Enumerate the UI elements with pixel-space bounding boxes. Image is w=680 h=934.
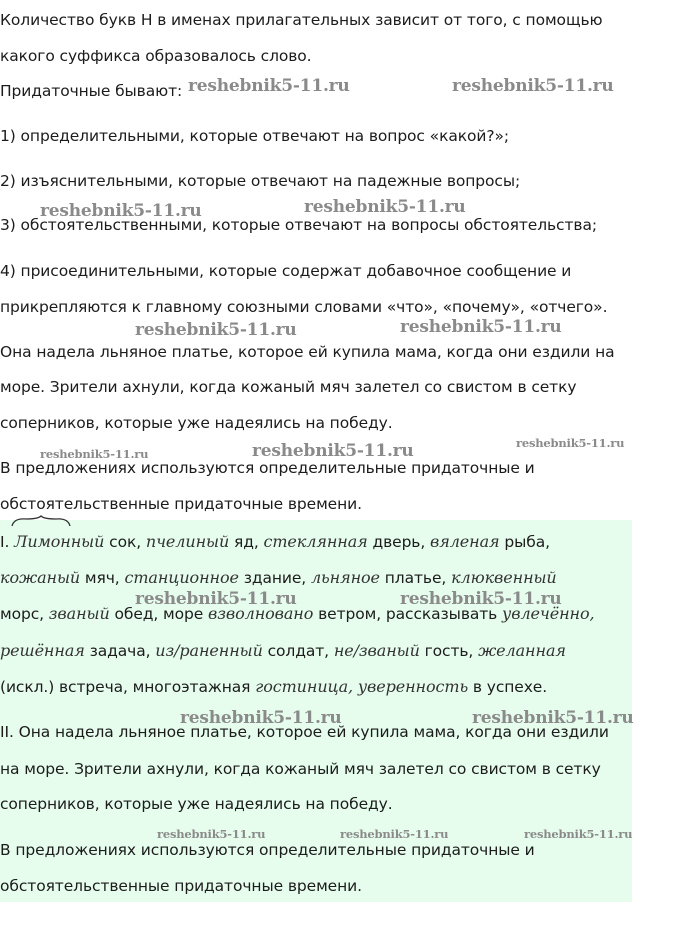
theory-line-13: обстоятельственные придаточные времени. (0, 495, 362, 513)
watermark: reshebnik5-11.ru (135, 320, 297, 340)
plain-text: задача, (89, 642, 151, 660)
handwritten-word: станционное (124, 568, 239, 587)
handwritten-word: льняное (310, 568, 380, 587)
handwritten-word: Лимонный (14, 532, 105, 551)
answer-line-4 (0, 641, 566, 661)
theory-line-7: 4) присоединительными, которые содержат добавочное сообщение и (0, 262, 572, 280)
theory-line-9: Она надела льняное платье, которое ей купила мама, когда они ездили на (0, 343, 615, 361)
plain-text: (искл.) встреча, многоэтажная (0, 678, 251, 696)
handwritten-word: желанная (478, 641, 566, 660)
plain-text: морс, (0, 605, 44, 623)
plain-text: рыба, (504, 533, 550, 551)
theory-line-1: Количество букв Н в именах прилагательных зависит от того, с помощью (0, 11, 603, 29)
watermark: reshebnik5-11.ru (157, 827, 266, 841)
handwritten-word: увлечённо, (502, 604, 595, 623)
watermark: reshebnik5-11.ru (340, 827, 449, 841)
theory-line-2: какого суффикса образовалось слово. (0, 47, 312, 65)
watermark: reshebnik5-11.ru (452, 76, 614, 96)
answer-part2-line-3: соперников, которые уже надеялись на победу. (0, 795, 393, 813)
root-bracket-mark (10, 515, 72, 527)
plain-text: дверь, (372, 533, 426, 551)
watermark: reshebnik5-11.ru (400, 589, 562, 609)
answer-part2-line-5: обстоятельственные придаточные времени. (0, 877, 362, 895)
handwritten-word: стеклянная (263, 532, 368, 551)
theory-line-11: соперников, которые уже надеялись на победу. (0, 414, 393, 432)
answer-line-2 (0, 568, 557, 588)
watermark: reshebnik5-11.ru (188, 76, 350, 96)
handwritten-word: решённая (0, 641, 85, 660)
answer-line-5 (0, 677, 547, 697)
watermark: reshebnik5-11.ru (252, 441, 414, 461)
handwritten-word: не/званый (333, 641, 420, 660)
handwritten-word: пчелиный (145, 532, 230, 551)
watermark: reshebnik5-11.ru (524, 827, 633, 841)
plain-text: гость, (424, 642, 474, 660)
handwritten-word: кожаный (0, 568, 81, 587)
plain-text: солдат, (267, 642, 329, 660)
watermark: reshebnik5-11.ru (40, 201, 202, 221)
handwritten-word: вяленая (430, 532, 500, 551)
handwritten-word: клюквенный (451, 568, 557, 587)
watermark: reshebnik5-11.ru (472, 708, 634, 728)
theory-line-12: В предложениях используются определительные придаточные и (0, 459, 535, 477)
answer-part2-line-4: В предложениях используются определительные придаточные и (0, 841, 535, 859)
theory-line-10: море. Зрители ахнули, когда кожаный мяч залетел со свистом в сетку (0, 378, 577, 396)
handwritten-word: званый (48, 604, 110, 623)
plain-text: яд, (234, 533, 259, 551)
theory-line-3: Придаточные бывают: (0, 82, 183, 100)
answer-part2-line-2: на море. Зрители ахнули, когда кожаный мяч залетел со свистом в сетку (0, 760, 601, 778)
theory-line-5: 2) изъяснительными, которые отвечают на падежные вопросы; (0, 172, 521, 190)
watermark: reshebnik5-11.ru (180, 708, 342, 728)
theory-line-6: 3) обстоятельственными, которые отвечают на вопросы обстоятельства; (0, 216, 597, 234)
handwritten-word: гостиница, (255, 677, 354, 696)
plain-text: мяч, (84, 569, 120, 587)
answer-part2-line-1: II. Она надела льняное платье, которое ей купила мама, когда они ездили (0, 723, 609, 741)
plain-text: сок, (109, 533, 142, 551)
plain-text: здание, (243, 569, 307, 587)
watermark: reshebnik5-11.ru (40, 447, 149, 461)
watermark: reshebnik5-11.ru (304, 197, 466, 217)
plain-text: обед, море (114, 605, 204, 623)
handwritten-word: взволновано (208, 604, 314, 623)
watermark: reshebnik5-11.ru (400, 317, 562, 337)
handwritten-word: уверенность (357, 677, 469, 696)
plain-text: в успехе. (472, 678, 548, 696)
watermark: reshebnik5-11.ru (516, 436, 625, 450)
plain-text: платье, (384, 569, 447, 587)
theory-line-4: 1) определительными, которые отвечают на вопрос «какой?»; (0, 127, 509, 145)
plain-text: ветром, рассказывать (318, 605, 498, 623)
answer-line-1 (0, 532, 550, 552)
watermark: reshebnik5-11.ru (135, 589, 297, 609)
part-number: I. (0, 533, 10, 551)
handwritten-word: из/раненный (155, 641, 263, 660)
theory-line-8: прикрепляются к главному союзными словами «что», «почему», «отчего». (0, 298, 608, 316)
